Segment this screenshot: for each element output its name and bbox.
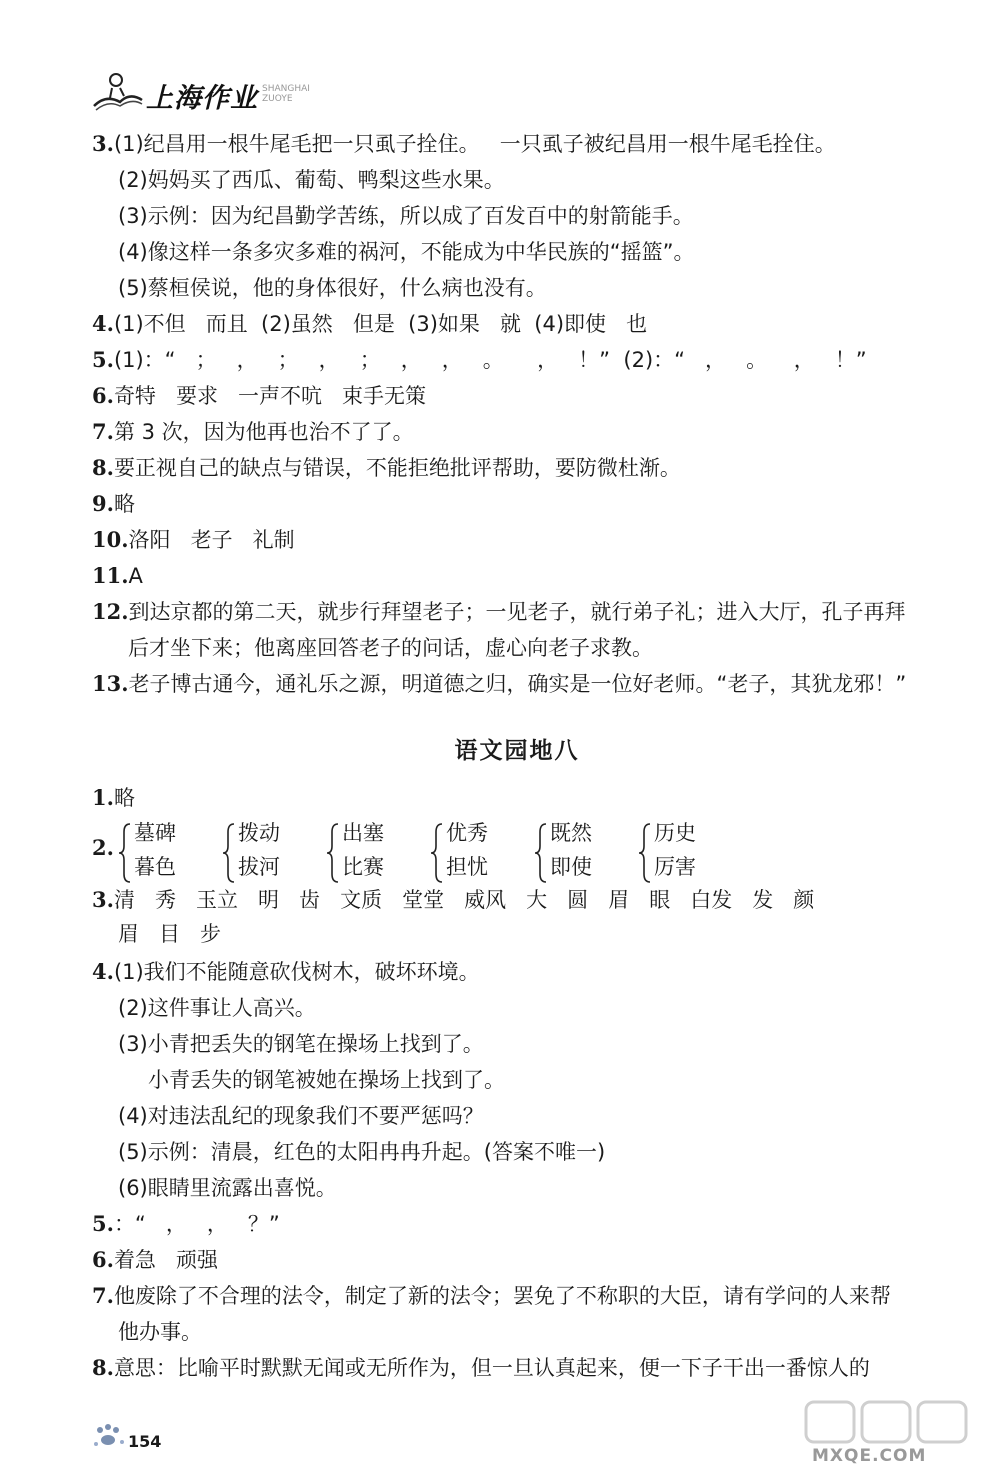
- answer-item: 4.(1)不但 而且 (2)虽然 但是 (3)如果 就 (4)即使 也: [92, 311, 648, 336]
- answer-item: 8.要正视自己的缺点与错误，不能拒绝批评帮助，要防微杜渐。: [92, 455, 681, 480]
- answer-subitem: (5)蔡桓侯说，他的身体很好，什么病也没有。: [118, 276, 547, 300]
- answer-item: 6.着急 顽强: [92, 1247, 218, 1272]
- word-bottom: 即使: [550, 855, 592, 879]
- word-top: 既然: [550, 821, 592, 845]
- answer-item: 4.(1)我们不能随意砍伐树木，破坏环境。: [92, 959, 480, 984]
- answer-item: 9.略: [92, 491, 135, 516]
- answer-item: 6.奇特 要求 一声不吭 束手无策: [92, 383, 427, 408]
- answer-continuation: 他办事。: [118, 1320, 202, 1344]
- word-top: 拨动: [238, 821, 280, 845]
- left-brace-icon: [638, 822, 652, 884]
- word-top: 优秀: [446, 821, 488, 845]
- word-bottom: 暮色: [134, 855, 176, 879]
- left-brace-icon: [534, 822, 548, 884]
- page-number: 154: [128, 1432, 162, 1451]
- answer-continuation: 眉 目 步: [118, 922, 222, 946]
- left-brace-icon: [118, 822, 132, 884]
- answer-item: 7.他废除了不合理的法令，制定了新的法令；罢免了不称职的大臣，请有学问的人来帮: [92, 1283, 891, 1308]
- answer-subitem: (2)这件事让人高兴。: [118, 996, 316, 1020]
- answer-subitem: (6)眼睛里流露出喜悦。: [118, 1176, 337, 1200]
- left-brace-icon: [430, 822, 444, 884]
- answer-subitem: (3)小青把丢失的钢笔在操场上找到了。: [118, 1032, 484, 1056]
- answer-subitem: (2)妈妈买了西瓜、葡萄、鸭梨这些水果。: [118, 168, 505, 192]
- answer-item: 3.(1)纪昌用一根牛尾毛把一只虱子拴住。 一只虱子被纪昌用一根牛尾毛拴住。: [92, 131, 836, 156]
- word-bottom: 担忧: [446, 855, 488, 879]
- watermark-text: MXQE.COM: [812, 1446, 927, 1466]
- page-header: [86, 66, 386, 126]
- paw-decoration-icon: [92, 1422, 128, 1450]
- answer-subitem: (4)像这样一条多灾多难的祸河，不能成为中华民族的“摇篮”。: [118, 240, 695, 264]
- header-subtitle: SHANGHAI ZUOYE: [262, 84, 310, 104]
- answer-item: 5.：“ ， ， ？”: [92, 1211, 280, 1236]
- answer-subitem: (4)对违法乱纪的现象我们不要严惩吗？: [118, 1104, 484, 1128]
- answer-item: 12.到达京都的第二天，就步行拜望老子；一见老子，就行弟子礼；进入大厅，孔子再拜: [92, 599, 906, 624]
- book-logo-icon: [86, 66, 146, 116]
- word-bottom: 厉害: [654, 855, 696, 879]
- answer-continuation: 后才坐下来；他离座回答老子的问话，虚心向老子求教。: [128, 636, 653, 660]
- left-brace-icon: [222, 822, 236, 884]
- section-title: 语文园地八: [454, 738, 580, 764]
- answer-item: 10.洛阳 老子 礼制: [92, 527, 295, 552]
- header-title: 上海作业: [146, 83, 258, 114]
- answer-item: 5.(1)：“ ； ， ； ， ； ， ， 。 ， ！” (2)：“ ， 。 ， ！”: [92, 347, 867, 372]
- word-top: 出塞: [342, 821, 384, 845]
- answer-item: 8.意思：比喻平时默默无闻或无所作为，但一旦认真起来，便一下子干出一番惊人的: [92, 1355, 870, 1380]
- answer-subitem: (5)示例：清晨，红色的太阳冉冉升起。(答案不唯一): [118, 1140, 606, 1164]
- answer-subitem: (3)示例：因为纪昌勤学苦练，所以成了百发百中的射箭能手。: [118, 204, 694, 228]
- word-bottom: 拔河: [238, 855, 280, 879]
- answer-item: 3.清 秀 玉立 明 齿 文质 堂堂 威风 大 圆 眉 眼 白发 发 颜: [92, 887, 815, 912]
- word-bottom: 比赛: [342, 855, 384, 879]
- watermark-logo-icon: [802, 1396, 972, 1446]
- answer-item: 1.略: [92, 785, 135, 810]
- word-top: 墓碑: [134, 821, 176, 845]
- answer-item: 11.A: [92, 563, 143, 588]
- answer-item-number: 2.: [92, 835, 114, 860]
- word-top: 历史: [654, 821, 696, 845]
- answer-subitem: 小青丢失的钢笔被她在操场上找到了。: [148, 1068, 505, 1092]
- left-brace-icon: [326, 822, 340, 884]
- answer-item: 13.老子博古通今，通礼乐之源，明道德之归，确实是一位好老师。“老子，其犹龙邪！”: [92, 671, 907, 696]
- answer-item: 7.第 3 次，因为他再也治不了了。: [92, 419, 414, 444]
